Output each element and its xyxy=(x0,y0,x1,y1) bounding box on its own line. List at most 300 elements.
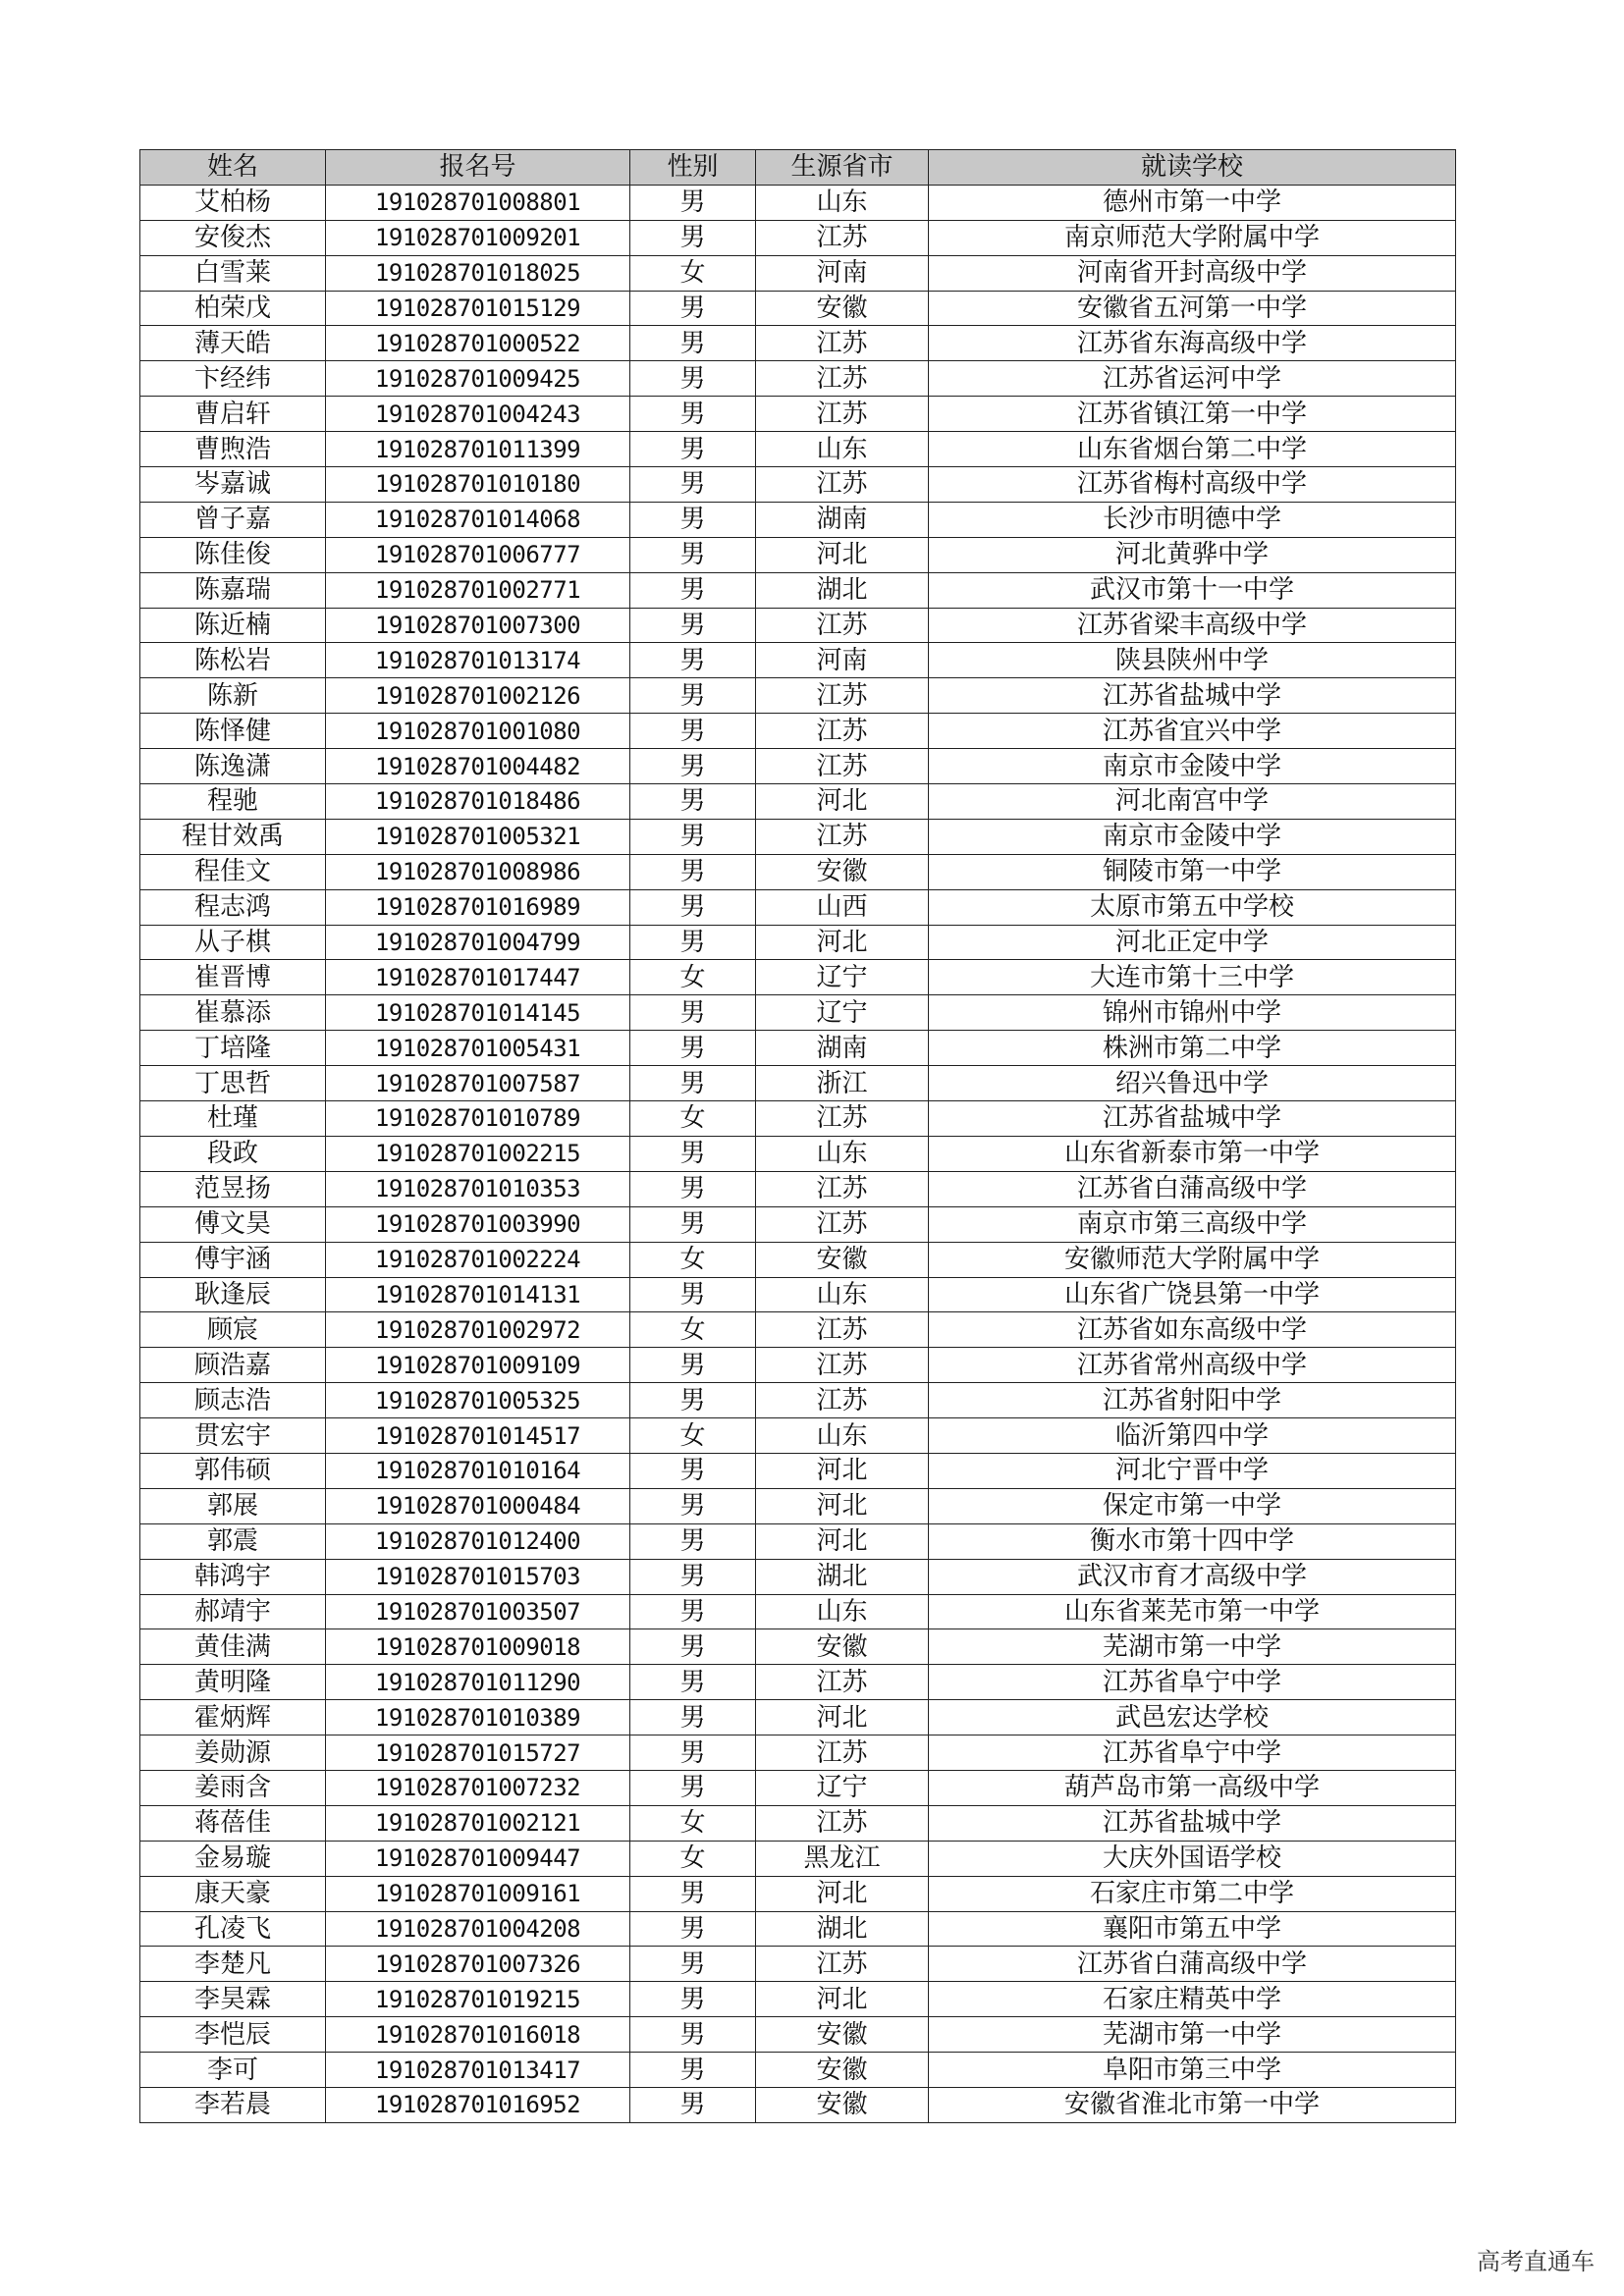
cell-name: 陈新 xyxy=(140,678,326,714)
table-row xyxy=(140,1136,1456,1171)
cell-registration-number: 191028701018025 xyxy=(326,255,630,291)
cell-name: 卞经纬 xyxy=(140,361,326,397)
cell-province: 河北 xyxy=(756,1876,929,1911)
cell-school: 江苏省如东高级中学 xyxy=(929,1312,1456,1348)
cell-school: 江苏省阜宁中学 xyxy=(929,1735,1456,1771)
table-row xyxy=(140,1947,1456,1982)
cell-name: 霍炳辉 xyxy=(140,1700,326,1735)
cell-registration-number: 191028701019215 xyxy=(326,1982,630,2017)
cell-gender: 男 xyxy=(630,889,756,925)
cell-school: 河北宁晋中学 xyxy=(929,1453,1456,1488)
cell-gender: 男 xyxy=(630,1488,756,1523)
cell-gender: 男 xyxy=(630,608,756,643)
cell-registration-number: 191028701009161 xyxy=(326,1876,630,1911)
cell-province: 黑龙江 xyxy=(756,1841,929,1876)
cell-registration-number: 191028701009425 xyxy=(326,361,630,397)
cell-registration-number: 191028701016989 xyxy=(326,889,630,925)
cell-name: 崔慕添 xyxy=(140,995,326,1031)
cell-registration-number: 191028701008801 xyxy=(326,185,630,220)
cell-name: 顾宸 xyxy=(140,1312,326,1348)
table-row xyxy=(140,1770,1456,1805)
cell-province: 山东 xyxy=(756,432,929,467)
table-row xyxy=(140,1911,1456,1947)
table-row xyxy=(140,2087,1456,2122)
cell-registration-number: 191028701010164 xyxy=(326,1453,630,1488)
cell-gender: 男 xyxy=(630,1066,756,1101)
cell-province: 山东 xyxy=(756,1277,929,1312)
cell-province: 江苏 xyxy=(756,749,929,784)
cell-gender: 男 xyxy=(630,1594,756,1629)
cell-province: 辽宁 xyxy=(756,960,929,995)
cell-school: 安徽师范大学附属中学 xyxy=(929,1242,1456,1277)
cell-province: 山东 xyxy=(756,185,929,220)
cell-registration-number: 191028701005321 xyxy=(326,819,630,854)
cell-gender: 男 xyxy=(630,361,756,397)
cell-name: 丁培隆 xyxy=(140,1031,326,1066)
cell-gender: 男 xyxy=(630,291,756,326)
cell-school: 安徽省五河第一中学 xyxy=(929,291,1456,326)
cell-province: 江苏 xyxy=(756,1665,929,1700)
cell-name: 贯宏宇 xyxy=(140,1418,326,1454)
table-row xyxy=(140,749,1456,784)
table-row xyxy=(140,608,1456,643)
cell-registration-number: 191028701015129 xyxy=(326,291,630,326)
cell-registration-number: 191028701008986 xyxy=(326,854,630,889)
table-row xyxy=(140,819,1456,854)
table-row xyxy=(140,1312,1456,1348)
header-name: 姓名 xyxy=(140,150,326,186)
table-row xyxy=(140,572,1456,608)
cell-school: 石家庄市第二中学 xyxy=(929,1876,1456,1911)
cell-province: 河北 xyxy=(756,784,929,820)
cell-gender: 男 xyxy=(630,1947,756,1982)
cell-school: 太原市第五中学校 xyxy=(929,889,1456,925)
cell-gender: 男 xyxy=(630,220,756,255)
cell-registration-number: 191028701016952 xyxy=(326,2087,630,2122)
cell-gender: 男 xyxy=(630,1348,756,1383)
cell-registration-number: 191028701004208 xyxy=(326,1911,630,1947)
table-row xyxy=(140,1735,1456,1771)
cell-name: 曹煦浩 xyxy=(140,432,326,467)
cell-school: 阜阳市第三中学 xyxy=(929,2053,1456,2088)
cell-name: 陈近楠 xyxy=(140,608,326,643)
cell-registration-number: 191028701014517 xyxy=(326,1418,630,1454)
cell-gender: 男 xyxy=(630,502,756,537)
cell-gender: 男 xyxy=(630,2053,756,2088)
cell-name: 黄明隆 xyxy=(140,1665,326,1700)
cell-registration-number: 191028701006777 xyxy=(326,537,630,572)
table-row xyxy=(140,502,1456,537)
cell-province: 河北 xyxy=(756,1982,929,2017)
cell-school: 临沂第四中学 xyxy=(929,1418,1456,1454)
cell-name: 曾子嘉 xyxy=(140,502,326,537)
cell-name: 薄天皓 xyxy=(140,326,326,361)
table-row xyxy=(140,1629,1456,1665)
cell-gender: 男 xyxy=(630,1735,756,1771)
cell-name: 杜瑾 xyxy=(140,1101,326,1137)
table-row xyxy=(140,1277,1456,1312)
cell-name: 陈怿健 xyxy=(140,714,326,749)
cell-gender: 男 xyxy=(630,1523,756,1559)
cell-name: 崔晋博 xyxy=(140,960,326,995)
cell-province: 湖北 xyxy=(756,572,929,608)
cell-registration-number: 191028701000522 xyxy=(326,326,630,361)
cell-province: 江苏 xyxy=(756,1805,929,1841)
table-row xyxy=(140,220,1456,255)
cell-school: 河北黄骅中学 xyxy=(929,537,1456,572)
cell-gender: 男 xyxy=(630,2087,756,2122)
cell-name: 康天豪 xyxy=(140,1876,326,1911)
cell-school: 江苏省射阳中学 xyxy=(929,1383,1456,1418)
table-row xyxy=(140,1982,1456,2017)
table-row xyxy=(140,1594,1456,1629)
cell-gender: 男 xyxy=(630,572,756,608)
cell-registration-number: 191028701007300 xyxy=(326,608,630,643)
cell-province: 河北 xyxy=(756,537,929,572)
cell-registration-number: 191028701004243 xyxy=(326,397,630,432)
cell-school: 襄阳市第五中学 xyxy=(929,1911,1456,1947)
cell-province: 江苏 xyxy=(756,1312,929,1348)
cell-name: 孔凌飞 xyxy=(140,1911,326,1947)
cell-school: 山东省莱芜市第一中学 xyxy=(929,1594,1456,1629)
cell-name: 程志鸿 xyxy=(140,889,326,925)
cell-gender: 男 xyxy=(630,1171,756,1206)
cell-name: 耿逢辰 xyxy=(140,1277,326,1312)
cell-name: 金易璇 xyxy=(140,1841,326,1876)
cell-gender: 男 xyxy=(630,1206,756,1242)
cell-gender: 男 xyxy=(630,1911,756,1947)
cell-name: 李恺辰 xyxy=(140,2017,326,2053)
table-row xyxy=(140,397,1456,432)
cell-name: 丁思哲 xyxy=(140,1066,326,1101)
cell-name: 姜雨含 xyxy=(140,1770,326,1805)
cell-gender: 男 xyxy=(630,819,756,854)
table-body xyxy=(140,185,1456,2122)
cell-school: 江苏省常州高级中学 xyxy=(929,1348,1456,1383)
cell-gender: 男 xyxy=(630,678,756,714)
cell-school: 江苏省梅村高级中学 xyxy=(929,467,1456,503)
table-row xyxy=(140,854,1456,889)
cell-province: 江苏 xyxy=(756,361,929,397)
cell-school: 南京市金陵中学 xyxy=(929,819,1456,854)
table-row xyxy=(140,1031,1456,1066)
cell-province: 江苏 xyxy=(756,1101,929,1137)
cell-registration-number: 191028701011399 xyxy=(326,432,630,467)
cell-school: 大庆外国语学校 xyxy=(929,1841,1456,1876)
cell-registration-number: 191028701002121 xyxy=(326,1805,630,1841)
cell-school: 江苏省东海高级中学 xyxy=(929,326,1456,361)
table-row xyxy=(140,1805,1456,1841)
cell-name: 岑嘉诚 xyxy=(140,467,326,503)
cell-name: 安俊杰 xyxy=(140,220,326,255)
cell-name: 段政 xyxy=(140,1136,326,1171)
cell-gender: 男 xyxy=(630,397,756,432)
table-row xyxy=(140,714,1456,749)
cell-gender: 女 xyxy=(630,1242,756,1277)
table-row xyxy=(140,361,1456,397)
cell-registration-number: 191028701013417 xyxy=(326,2053,630,2088)
cell-name: 顾志浩 xyxy=(140,1383,326,1418)
cell-name: 黄佳满 xyxy=(140,1629,326,1665)
cell-registration-number: 191028701014068 xyxy=(326,502,630,537)
cell-province: 江苏 xyxy=(756,1348,929,1383)
table-row xyxy=(140,678,1456,714)
cell-registration-number: 191028701000484 xyxy=(326,1488,630,1523)
table-row xyxy=(140,537,1456,572)
table-row xyxy=(140,1171,1456,1206)
student-list-table xyxy=(139,149,1456,2123)
cell-province: 河北 xyxy=(756,1700,929,1735)
cell-registration-number: 191028701014131 xyxy=(326,1277,630,1312)
cell-gender: 女 xyxy=(630,960,756,995)
cell-school: 保定市第一中学 xyxy=(929,1488,1456,1523)
cell-province: 江苏 xyxy=(756,1947,929,1982)
cell-school: 葫芦岛市第一高级中学 xyxy=(929,1770,1456,1805)
cell-gender: 男 xyxy=(630,1031,756,1066)
cell-registration-number: 191028701010389 xyxy=(326,1700,630,1735)
cell-school: 芜湖市第一中学 xyxy=(929,2017,1456,2053)
cell-registration-number: 191028701013174 xyxy=(326,643,630,678)
cell-school: 德州市第一中学 xyxy=(929,185,1456,220)
cell-gender: 女 xyxy=(630,1312,756,1348)
cell-school: 山东省新泰市第一中学 xyxy=(929,1136,1456,1171)
header-registration-number: 报名号 xyxy=(326,150,630,186)
cell-name: 韩鸿宇 xyxy=(140,1559,326,1594)
cell-registration-number: 191028701016018 xyxy=(326,2017,630,2053)
cell-province: 江苏 xyxy=(756,326,929,361)
cell-gender: 男 xyxy=(630,1665,756,1700)
cell-registration-number: 191028701012400 xyxy=(326,1523,630,1559)
watermark-text: 高考直通车 xyxy=(1477,2248,1595,2275)
cell-province: 辽宁 xyxy=(756,1770,929,1805)
cell-gender: 男 xyxy=(630,643,756,678)
cell-name: 程甘效禹 xyxy=(140,819,326,854)
cell-school: 武邑宏达学校 xyxy=(929,1700,1456,1735)
cell-registration-number: 191028701017447 xyxy=(326,960,630,995)
cell-gender: 男 xyxy=(630,1629,756,1665)
cell-province: 河南 xyxy=(756,643,929,678)
cell-gender: 男 xyxy=(630,1453,756,1488)
cell-school: 江苏省镇江第一中学 xyxy=(929,397,1456,432)
cell-province: 河北 xyxy=(756,1488,929,1523)
table-row xyxy=(140,2053,1456,2088)
cell-gender: 男 xyxy=(630,1383,756,1418)
table-header xyxy=(140,150,1456,186)
table-row xyxy=(140,1101,1456,1137)
cell-name: 陈嘉瑞 xyxy=(140,572,326,608)
cell-province: 辽宁 xyxy=(756,995,929,1031)
cell-school: 江苏省盐城中学 xyxy=(929,1805,1456,1841)
header-row xyxy=(140,150,1456,186)
cell-gender: 男 xyxy=(630,185,756,220)
cell-province: 河北 xyxy=(756,1523,929,1559)
cell-province: 湖南 xyxy=(756,1031,929,1066)
table-row xyxy=(140,326,1456,361)
cell-school: 江苏省盐城中学 xyxy=(929,678,1456,714)
cell-gender: 女 xyxy=(630,1841,756,1876)
cell-province: 湖南 xyxy=(756,502,929,537)
cell-registration-number: 191028701014145 xyxy=(326,995,630,1031)
cell-school: 株洲市第二中学 xyxy=(929,1031,1456,1066)
table-row xyxy=(140,995,1456,1031)
table-row xyxy=(140,1700,1456,1735)
cell-gender: 男 xyxy=(630,1876,756,1911)
cell-name: 郭伟硕 xyxy=(140,1453,326,1488)
cell-name: 程佳文 xyxy=(140,854,326,889)
cell-province: 山东 xyxy=(756,1594,929,1629)
cell-school: 陕县陕州中学 xyxy=(929,643,1456,678)
cell-name: 李楚凡 xyxy=(140,1947,326,1982)
cell-province: 河北 xyxy=(756,925,929,960)
cell-province: 安徽 xyxy=(756,2053,929,2088)
cell-school: 武汉市育才高级中学 xyxy=(929,1559,1456,1594)
cell-registration-number: 191028701002215 xyxy=(326,1136,630,1171)
header-gender: 性别 xyxy=(630,150,756,186)
cell-registration-number: 191028701003507 xyxy=(326,1594,630,1629)
table-row xyxy=(140,1488,1456,1523)
table-row xyxy=(140,1418,1456,1454)
cell-gender: 男 xyxy=(630,326,756,361)
cell-gender: 男 xyxy=(630,1982,756,2017)
cell-name: 傅宇涵 xyxy=(140,1242,326,1277)
cell-province: 安徽 xyxy=(756,2017,929,2053)
table-row xyxy=(140,1383,1456,1418)
cell-gender: 男 xyxy=(630,537,756,572)
cell-name: 陈逸潇 xyxy=(140,749,326,784)
cell-gender: 女 xyxy=(630,1805,756,1841)
cell-gender: 男 xyxy=(630,995,756,1031)
table-row xyxy=(140,1242,1456,1277)
cell-school: 芜湖市第一中学 xyxy=(929,1629,1456,1665)
cell-name: 李昊霖 xyxy=(140,1982,326,2017)
table-row xyxy=(140,1876,1456,1911)
cell-name: 郭震 xyxy=(140,1523,326,1559)
table-row xyxy=(140,185,1456,220)
cell-registration-number: 191028701001080 xyxy=(326,714,630,749)
cell-name: 白雪莱 xyxy=(140,255,326,291)
cell-gender: 男 xyxy=(630,1277,756,1312)
table-row xyxy=(140,432,1456,467)
cell-school: 绍兴鲁迅中学 xyxy=(929,1066,1456,1101)
cell-gender: 男 xyxy=(630,467,756,503)
cell-registration-number: 191028701002224 xyxy=(326,1242,630,1277)
table-row xyxy=(140,291,1456,326)
cell-province: 山西 xyxy=(756,889,929,925)
cell-name: 范昱扬 xyxy=(140,1171,326,1206)
cell-province: 河南 xyxy=(756,255,929,291)
cell-name: 艾柏杨 xyxy=(140,185,326,220)
cell-gender: 男 xyxy=(630,2017,756,2053)
cell-registration-number: 191028701009018 xyxy=(326,1629,630,1665)
cell-school: 长沙市明德中学 xyxy=(929,502,1456,537)
cell-gender: 男 xyxy=(630,1700,756,1735)
cell-gender: 男 xyxy=(630,854,756,889)
cell-school: 南京市金陵中学 xyxy=(929,749,1456,784)
cell-name: 郝靖宇 xyxy=(140,1594,326,1629)
cell-gender: 男 xyxy=(630,1770,756,1805)
cell-registration-number: 191028701007232 xyxy=(326,1770,630,1805)
cell-registration-number: 191028701002972 xyxy=(326,1312,630,1348)
cell-province: 江苏 xyxy=(756,608,929,643)
table-row xyxy=(140,1523,1456,1559)
cell-province: 江苏 xyxy=(756,220,929,255)
cell-registration-number: 191028701009109 xyxy=(326,1348,630,1383)
cell-province: 河北 xyxy=(756,1453,929,1488)
cell-name: 傅文昊 xyxy=(140,1206,326,1242)
cell-school: 大连市第十三中学 xyxy=(929,960,1456,995)
cell-school: 山东省广饶县第一中学 xyxy=(929,1277,1456,1312)
cell-school: 江苏省白蒲高级中学 xyxy=(929,1171,1456,1206)
cell-province: 安徽 xyxy=(756,1242,929,1277)
cell-registration-number: 191028701007326 xyxy=(326,1947,630,1982)
cell-school: 江苏省梁丰高级中学 xyxy=(929,608,1456,643)
table-row xyxy=(140,1559,1456,1594)
table-row xyxy=(140,255,1456,291)
cell-registration-number: 191028701009447 xyxy=(326,1841,630,1876)
cell-province: 湖北 xyxy=(756,1911,929,1947)
cell-registration-number: 191028701002771 xyxy=(326,572,630,608)
cell-registration-number: 191028701003990 xyxy=(326,1206,630,1242)
cell-province: 江苏 xyxy=(756,678,929,714)
cell-registration-number: 191028701005431 xyxy=(326,1031,630,1066)
header-school: 就读学校 xyxy=(929,150,1456,186)
cell-gender: 女 xyxy=(630,255,756,291)
cell-registration-number: 191028701004482 xyxy=(326,749,630,784)
cell-registration-number: 191028701015703 xyxy=(326,1559,630,1594)
cell-province: 安徽 xyxy=(756,1629,929,1665)
cell-gender: 男 xyxy=(630,749,756,784)
cell-registration-number: 191028701015727 xyxy=(326,1735,630,1771)
cell-registration-number: 191028701009201 xyxy=(326,220,630,255)
cell-gender: 男 xyxy=(630,432,756,467)
cell-registration-number: 191028701007587 xyxy=(326,1066,630,1101)
cell-gender: 男 xyxy=(630,1559,756,1594)
cell-school: 河北正定中学 xyxy=(929,925,1456,960)
cell-name: 蒋蓓佳 xyxy=(140,1805,326,1841)
table-row xyxy=(140,784,1456,820)
cell-registration-number: 191028701002126 xyxy=(326,678,630,714)
cell-school: 河北南宫中学 xyxy=(929,784,1456,820)
cell-province: 浙江 xyxy=(756,1066,929,1101)
cell-province: 江苏 xyxy=(756,467,929,503)
cell-registration-number: 191028701011290 xyxy=(326,1665,630,1700)
table-row xyxy=(140,1453,1456,1488)
cell-school: 南京市第三高级中学 xyxy=(929,1206,1456,1242)
cell-name: 陈松岩 xyxy=(140,643,326,678)
cell-registration-number: 191028701018486 xyxy=(326,784,630,820)
cell-school: 石家庄精英中学 xyxy=(929,1982,1456,2017)
table-row xyxy=(140,467,1456,503)
cell-gender: 男 xyxy=(630,1136,756,1171)
cell-name: 李若晨 xyxy=(140,2087,326,2122)
cell-gender: 男 xyxy=(630,925,756,960)
cell-registration-number: 191028701010789 xyxy=(326,1101,630,1137)
cell-school: 山东省烟台第二中学 xyxy=(929,432,1456,467)
cell-school: 江苏省盐城中学 xyxy=(929,1101,1456,1137)
cell-province: 江苏 xyxy=(756,714,929,749)
cell-province: 江苏 xyxy=(756,819,929,854)
cell-province: 安徽 xyxy=(756,291,929,326)
cell-province: 江苏 xyxy=(756,1171,929,1206)
cell-registration-number: 191028701005325 xyxy=(326,1383,630,1418)
header-province: 生源省市 xyxy=(756,150,929,186)
cell-gender: 女 xyxy=(630,1101,756,1137)
cell-gender: 男 xyxy=(630,714,756,749)
cell-school: 衡水市第十四中学 xyxy=(929,1523,1456,1559)
cell-school: 南京师范大学附属中学 xyxy=(929,220,1456,255)
cell-name: 陈佳俊 xyxy=(140,537,326,572)
table-row xyxy=(140,1348,1456,1383)
